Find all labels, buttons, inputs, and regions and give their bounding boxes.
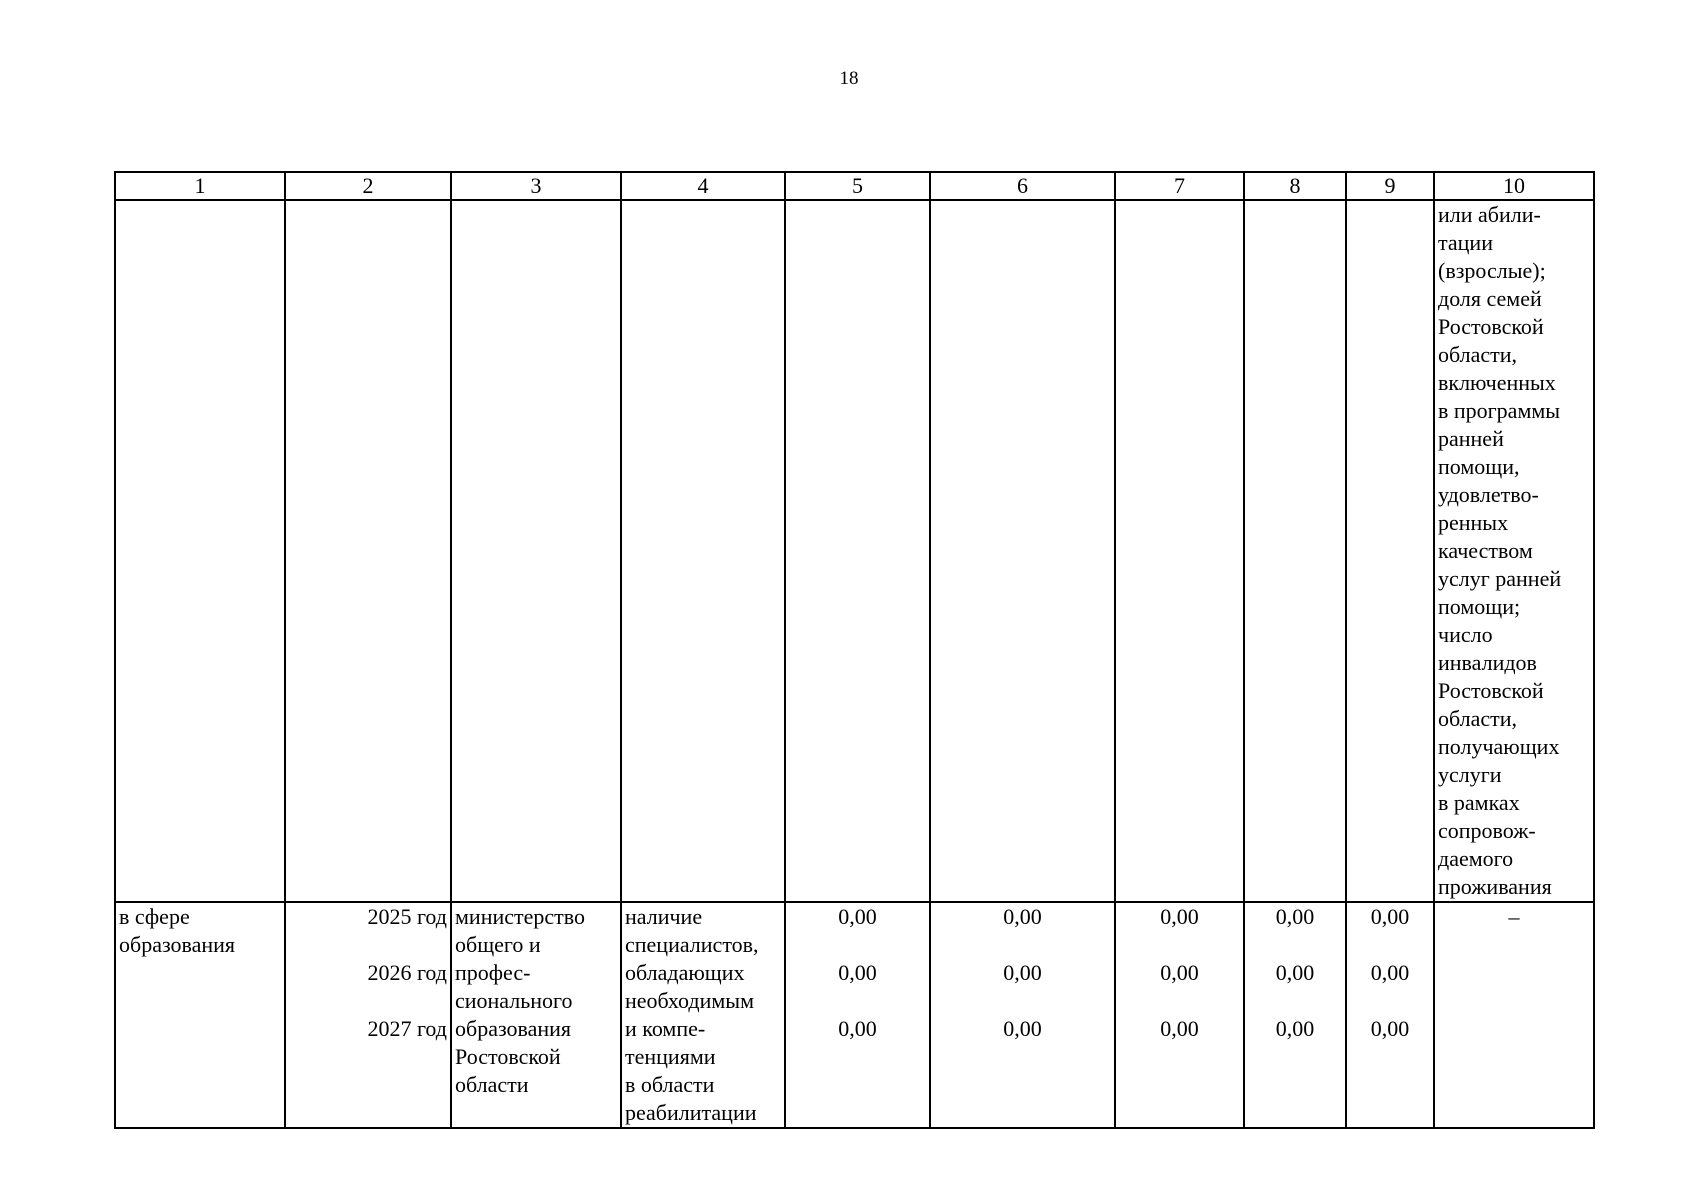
column-number-2: 2	[285, 172, 451, 200]
empty-cell	[1115, 200, 1244, 902]
column-number-row	[115, 172, 1594, 200]
indicator-text-continuation: или абили- тации (взрослые); доля семей Ростовской области, включенных в программы ранней помощи, удовлетво- ренных качеством услуг ранней помощи; число инвалидов Ростовской области, получающих услуги в рамках сопровож- даемого проживания	[1434, 200, 1594, 902]
value: 0,00	[1160, 960, 1199, 985]
column-number-1: 1	[115, 172, 285, 200]
empty-cell	[621, 200, 785, 902]
year-label: 2027 год	[367, 1016, 447, 1041]
empty-cell	[1244, 200, 1346, 902]
value: 0,00	[1160, 904, 1199, 929]
measure-cell: наличие специалистов, обладающих необходимым и компе- тенциями в области реабилитации	[621, 902, 785, 1128]
empty-cell	[930, 200, 1115, 902]
value: 0,00	[1003, 1016, 1042, 1041]
column-number-4: 4	[621, 172, 785, 200]
years-cell	[285, 902, 451, 1128]
value: 0,00	[1275, 960, 1315, 985]
value: 0,00	[1370, 1016, 1410, 1041]
sphere-cell: в сфере образования	[115, 902, 285, 1128]
value: 0,00	[1003, 960, 1042, 985]
value: 0,00	[1003, 904, 1042, 929]
page-number: 18	[839, 68, 859, 89]
values-col-9	[1346, 902, 1434, 1128]
empty-cell	[785, 200, 930, 902]
executor-cell: министерство общего и профес- сионального образования Ростовской области	[451, 902, 621, 1128]
empty-cell	[451, 200, 621, 902]
column-number-5: 5	[785, 172, 930, 200]
column-number-6: 6	[930, 172, 1115, 200]
continuation-row	[115, 200, 1594, 902]
values-col-7	[1115, 902, 1244, 1128]
column-number-9: 9	[1346, 172, 1434, 200]
column-number-8: 8	[1244, 172, 1346, 200]
value: 0,00	[838, 960, 877, 985]
empty-cell	[115, 200, 285, 902]
value: 0,00	[1370, 960, 1410, 985]
empty-cell	[1346, 200, 1434, 902]
values-col-8	[1244, 902, 1346, 1128]
empty-cell	[285, 200, 451, 902]
value: 0,00	[1370, 904, 1410, 929]
value: 0,00	[1160, 1016, 1199, 1041]
column-number-10: 10	[1434, 172, 1594, 200]
value: 0,00	[1275, 1016, 1315, 1041]
year-label: 2025 год	[367, 904, 447, 929]
values-col-5	[785, 902, 930, 1128]
year-label: 2026 год	[367, 960, 447, 985]
data-table	[114, 171, 1595, 1129]
values-col-6	[930, 902, 1115, 1128]
indicator-cell: –	[1434, 902, 1594, 1128]
value: 0,00	[1275, 904, 1315, 929]
column-number-7: 7	[1115, 172, 1244, 200]
column-number-3: 3	[451, 172, 621, 200]
table-row	[115, 902, 1594, 1128]
value: 0,00	[838, 904, 877, 929]
value: 0,00	[838, 1016, 877, 1041]
